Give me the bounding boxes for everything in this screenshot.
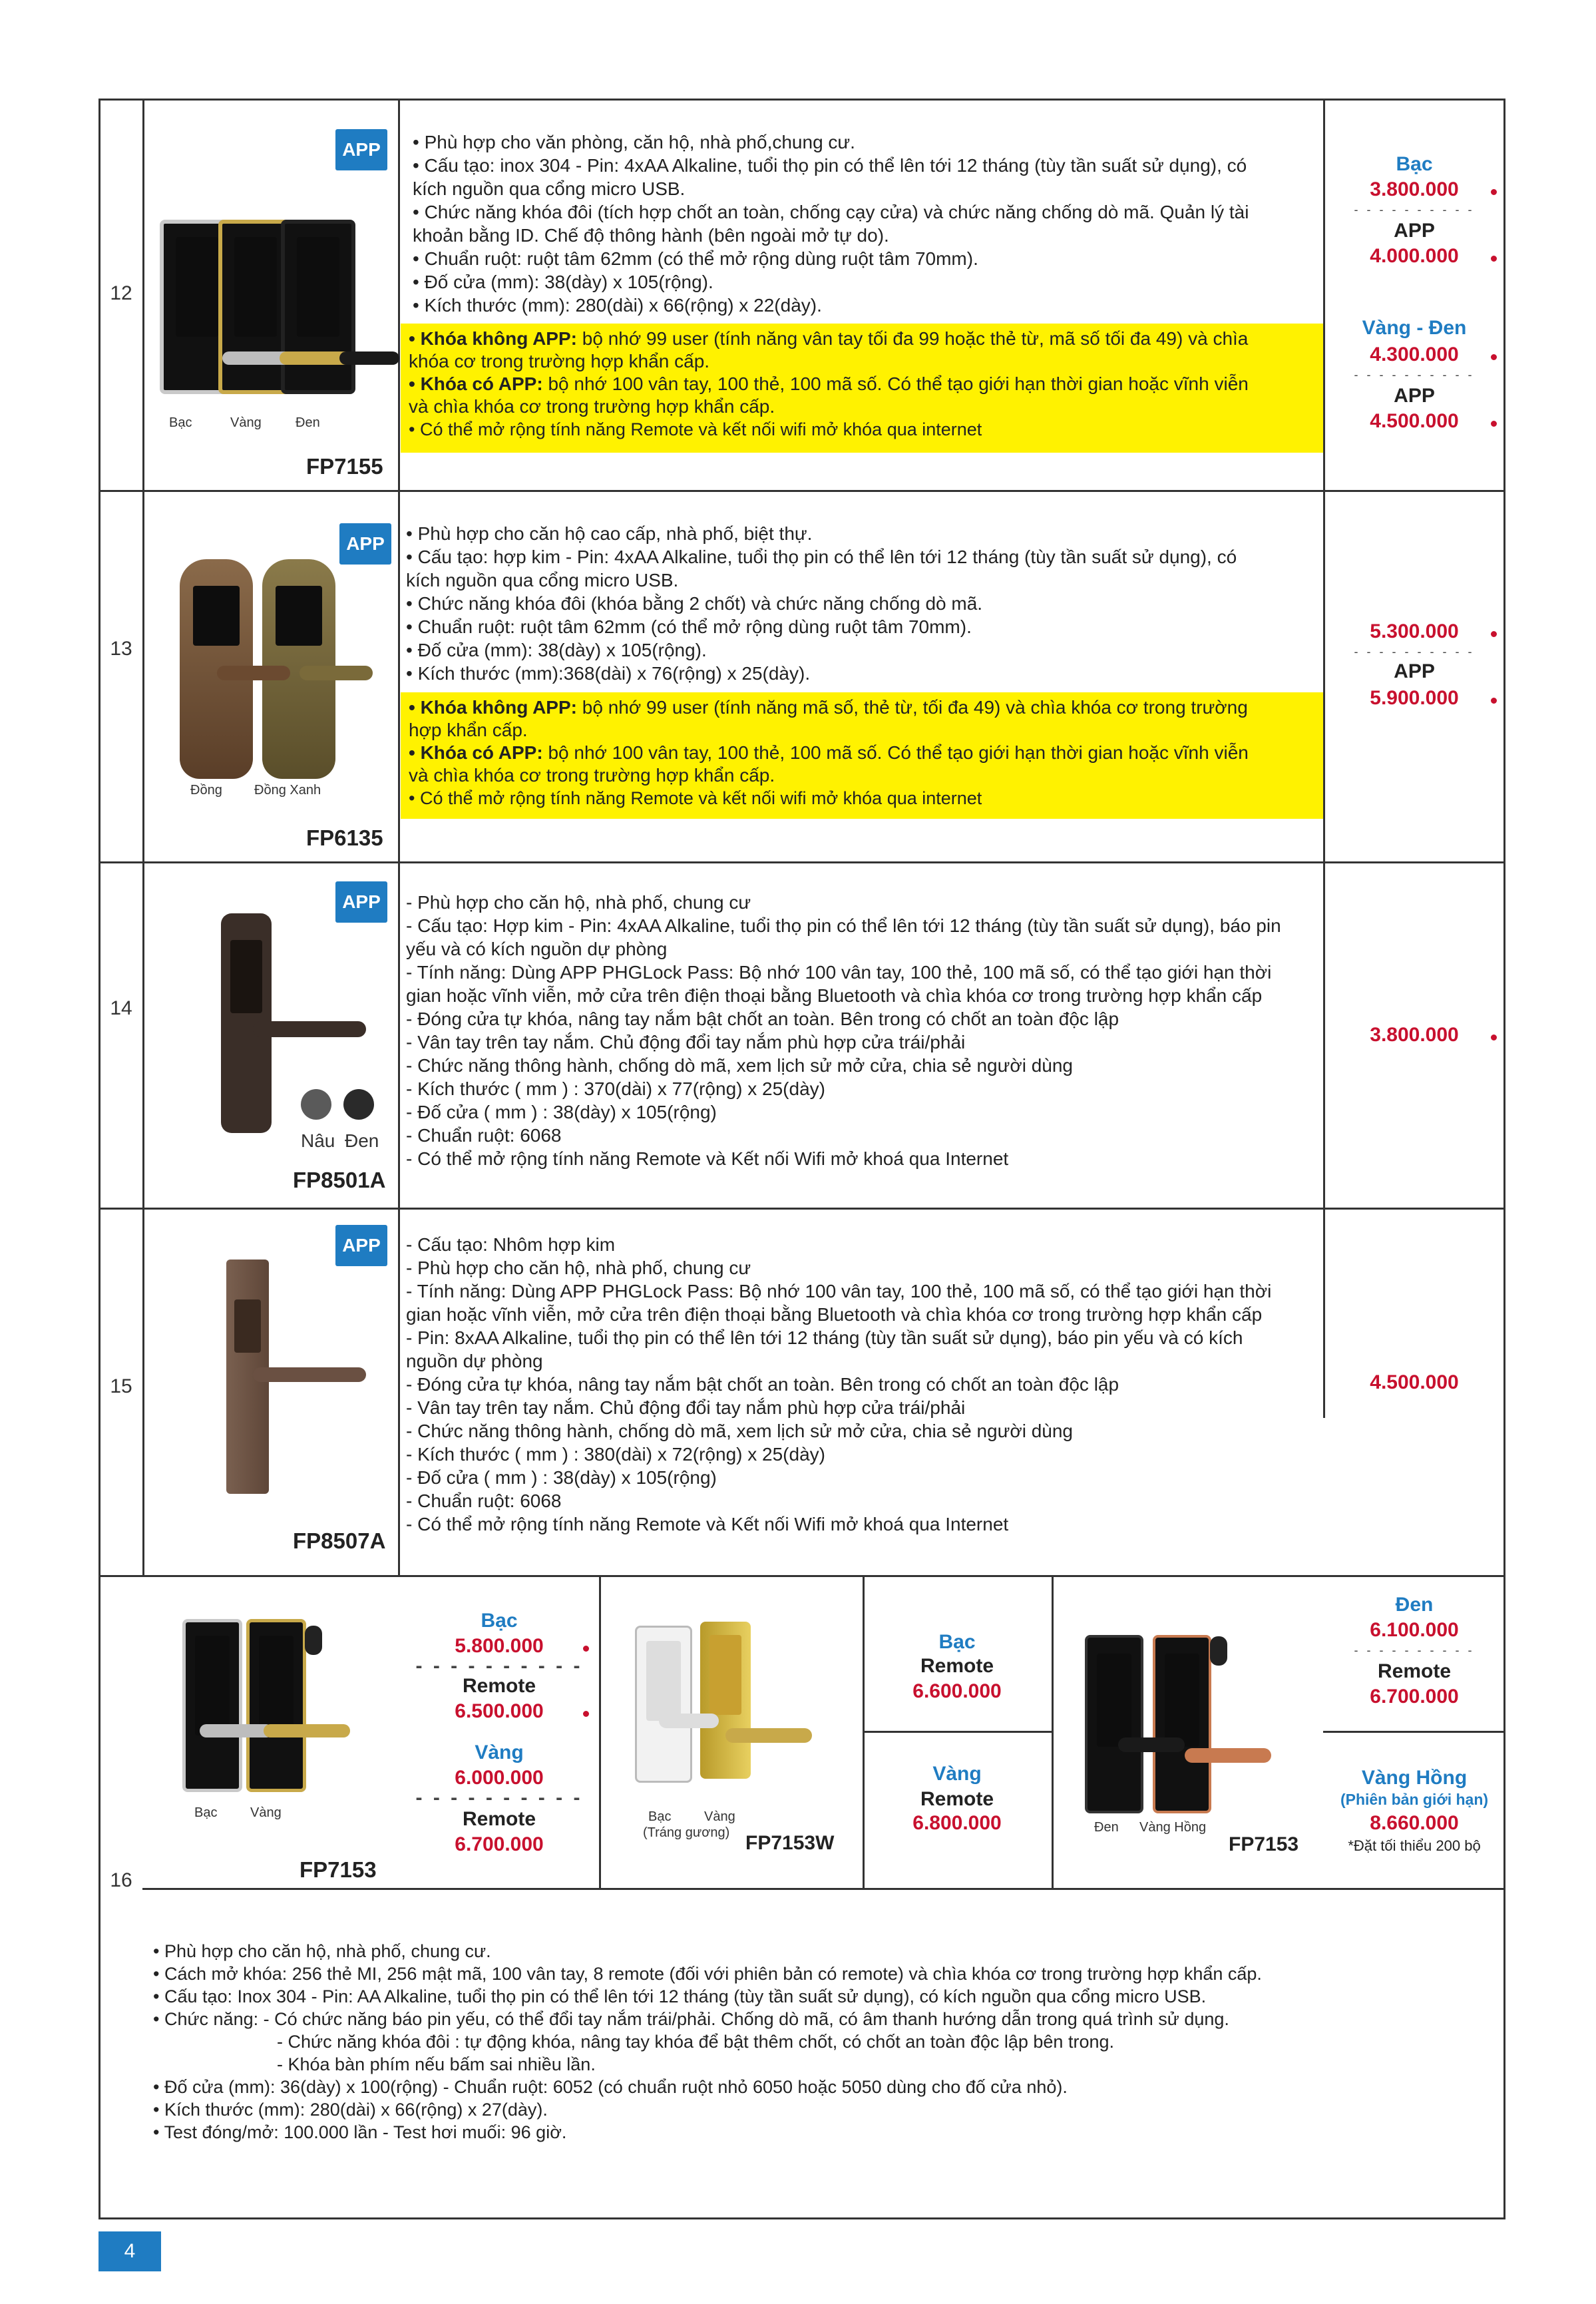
row-divider bbox=[99, 490, 1505, 492]
desc-line: - Khóa bàn phím nếu bấm sai nhiều lần. bbox=[277, 2054, 596, 2074]
row-number: 16 bbox=[110, 1869, 132, 1891]
desc-line: - Pin: 8xAA Alkaline, tuổi thọ pin có thể lên tới 12 tháng (tùy tần suất sử dụng), báo pin yếu và có kích bbox=[406, 1327, 1243, 1348]
desc-line: gian hoặc vĩnh viễn, mở cửa trên điện thoại bằng Bluetooth và chìa khóa cơ trong trường hợp khẩn cấp bbox=[406, 985, 1263, 1006]
color-label: Đồng Xanh bbox=[254, 783, 321, 798]
handle-gold bbox=[725, 1728, 812, 1743]
desc-line: • Cấu tạo: hợp kim - Pin: 4xAA Alkaline, tuổi thọ pin có thể lên tới 12 tháng (tùy tần suất sử dụng), có bbox=[406, 547, 1237, 567]
color-label: Vàng Hồng bbox=[1139, 1820, 1207, 1835]
desc-line: - Đóng cửa tự khóa, nâng tay nắm bật chốt an toàn. Bên trong có chốt an toàn độc lập bbox=[406, 1374, 1119, 1395]
color-label: Vàng bbox=[230, 415, 262, 430]
product-code: FP7153 bbox=[299, 1857, 377, 1882]
highlight-text: hợp khẩn cấp. bbox=[409, 720, 528, 740]
row-number: 15 bbox=[110, 1375, 132, 1397]
highlight-bold: • Khóa có APP: bbox=[409, 373, 543, 394]
row-number: 12 bbox=[110, 282, 132, 304]
highlight-text: bộ nhớ 100 vân tay, 100 thẻ, 100 mã số. Có thể tạo giới hạn thời gian hoặc vĩnh viễn bbox=[542, 742, 1249, 763]
app-badge: APP bbox=[335, 129, 387, 170]
swatch-black bbox=[343, 1089, 374, 1120]
sub-divider bbox=[1052, 1575, 1054, 1888]
desc-line: • Kích thước (mm): 280(dài) x 66(rộng) x 27(dày). bbox=[153, 2100, 548, 2120]
handle-rosegold bbox=[1185, 1748, 1271, 1763]
product-description bbox=[413, 130, 1318, 317]
desc-line: - Đố cửa ( mm ) : 38(dày) x 105(rộng) bbox=[406, 1102, 717, 1122]
row-number: 13 bbox=[110, 638, 132, 660]
product-code: FP8501A bbox=[293, 1168, 386, 1192]
bullet-dot bbox=[1491, 1035, 1497, 1040]
desc-line: • Chuẩn ruột: ruột tâm 62mm (có thể mở rộng dùng ruột tâm 70mm). bbox=[413, 248, 978, 269]
desc-line: - Vân tay trên tay nắm. Chủ động đổi tay nắm phù hợp cửa trái/phải bbox=[406, 1397, 966, 1418]
price-label: Vàng - Đen bbox=[1362, 317, 1467, 339]
app-label: APP bbox=[1394, 660, 1435, 682]
desc-line: • Test đóng/mở: 100.000 lần - Test hơi muối: 96 giờ. bbox=[153, 2122, 567, 2142]
desc-line: - Đóng cửa tự khóa, nâng tay nắm bật chốt an toàn. Bên trong có chốt an toàn độc lập bbox=[406, 1009, 1119, 1029]
highlight-bold: • Khóa không APP: bbox=[409, 328, 577, 349]
handle-bronze bbox=[253, 1367, 366, 1382]
color-label: Đen bbox=[1094, 1820, 1119, 1835]
bullet-dot bbox=[1491, 189, 1497, 195]
handle-silver bbox=[659, 1714, 719, 1728]
limited-edition-label: (Phiên bản giới hạn) bbox=[1340, 1791, 1489, 1808]
page-number: 4 bbox=[99, 2231, 161, 2271]
desc-line: khoản bằng ID. Chế độ thông hành (bên ngoài mở tự do). bbox=[413, 225, 889, 246]
price-value: 5.300.000 bbox=[1370, 620, 1459, 642]
desc-line: - Tính năng: Dùng APP PHGLock Pass: Bộ nhớ 100 vân tay, 100 thẻ, 100 mã số, có thể tạo giới hạn thời bbox=[406, 1281, 1272, 1301]
price-value: 6.600.000 bbox=[912, 1680, 1002, 1702]
remote-label: Remote bbox=[1377, 1660, 1452, 1682]
desc-line: - Có thể mở rộng tính năng Remote và Kết nối Wifi mở khoá qua Internet bbox=[406, 1514, 1009, 1534]
price-value: 3.800.000 bbox=[1370, 178, 1459, 200]
color-label: Vàng bbox=[704, 1809, 735, 1824]
desc-line: • Cách mở khóa: 256 thẻ MI, 256 mật mã, 100 vân tay, 8 remote (đối với phiên bản có remote) và chìa khóa cơ trong trường hợp khẩn cấp. bbox=[153, 1964, 1262, 1984]
desc-line: • Phù hợp cho văn phòng, căn hộ, nhà phố,chung cư. bbox=[413, 132, 855, 152]
highlight-line bbox=[401, 696, 1323, 719]
highlight-text: bộ nhớ 99 user (tính năng vân tay tối đa 99 hoặc thẻ từ, mã số tối đa 49) và chìa bbox=[576, 328, 1249, 349]
desc-line: • Phù hợp cho căn hộ cao cấp, nhà phố, biệt thự. bbox=[406, 523, 813, 544]
row-divider bbox=[99, 1208, 1505, 1210]
color-label: Đen bbox=[345, 1130, 379, 1151]
highlight-line: • Có thể mở rộng tính năng Remote và kết nối wifi mở khóa qua internet bbox=[409, 788, 982, 808]
highlight-line bbox=[401, 719, 1323, 742]
price-value: 5.800.000 bbox=[455, 1635, 544, 1657]
sub-divider bbox=[599, 1575, 601, 1888]
row-divider bbox=[99, 1575, 1505, 1577]
desc-line: • Chức năng khóa đôi (khóa bằng 2 chốt) và chức năng chống dò mã. bbox=[406, 593, 983, 614]
desc-line: - Kích thước ( mm ) : 380(dài) x 72(rộng) x 25(dày) bbox=[406, 1444, 825, 1465]
app-badge: APP bbox=[335, 1225, 387, 1266]
desc-line: - Kích thước ( mm ) : 370(dài) x 77(rộng) x 25(dày) bbox=[406, 1078, 825, 1099]
desc-line: - Phù hợp cho căn hộ, nhà phố, chung cư bbox=[406, 892, 751, 913]
price-separator: - - - - - - - - - - bbox=[1354, 1644, 1475, 1657]
bullet-dot bbox=[583, 1646, 589, 1652]
highlight-text: bộ nhớ 100 vân tay, 100 thẻ, 100 mã số. Có thể tạo giới hạn thời gian hoặc vĩnh viễn bbox=[542, 373, 1249, 394]
product-code: FP7155 bbox=[306, 454, 383, 479]
highlight-line bbox=[401, 742, 1323, 764]
price-separator: - - - - - - - - - - bbox=[415, 1787, 583, 1809]
desc-line: kích nguồn qua cổng micro USB. bbox=[413, 178, 686, 199]
price-value: 8.660.000 bbox=[1370, 1812, 1459, 1834]
desc-line: yếu và có kích nguồn dự phòng bbox=[406, 939, 668, 959]
color-label: Bạc bbox=[169, 415, 192, 430]
desc-line: • Đố cửa (mm): 38(dày) x 105(rộng). bbox=[413, 272, 713, 292]
highlight-text: và chìa khóa cơ trong trường hợp khẩn cấp. bbox=[409, 396, 775, 417]
highlight-text: và chìa khóa cơ trong trường hợp khẩn cấp. bbox=[409, 765, 775, 786]
remote-fob bbox=[1210, 1636, 1227, 1666]
app-label: APP bbox=[1394, 220, 1435, 242]
col-divider-price bbox=[1323, 99, 1325, 1418]
desc-line: • Đố cửa (mm): 36(dày) x 100(rộng) - Chuẩn ruột: 6052 (có chuẩn ruột nhỏ 6050 hoặc 5050 dùng cho đố cửa nhỏ). bbox=[153, 2077, 1068, 2097]
price-separator: - - - - - - - - - - bbox=[1354, 368, 1475, 381]
app-badge: APP bbox=[335, 881, 387, 923]
color-label: Đồng bbox=[190, 783, 222, 798]
desc-line: • Chuẩn ruột: ruột tâm 62mm (có thể mở rộng dùng ruột tâm 70mm). bbox=[406, 616, 972, 637]
lock-image-rosegold bbox=[1153, 1635, 1211, 1813]
lock-image-gold bbox=[246, 1619, 306, 1792]
product-code: FP7153 bbox=[1229, 1833, 1299, 1855]
bullet-dot bbox=[1491, 421, 1497, 427]
product-code: FP7153W bbox=[745, 1832, 835, 1854]
desc-line: - Chuẩn ruột: 6068 bbox=[406, 1125, 562, 1146]
highlight-line bbox=[401, 328, 1323, 350]
desc-line: - Chức năng thông hành, chống dò mã, xem lịch sử mở cửa, chia sẻ người dùng bbox=[406, 1421, 1073, 1441]
desc-line: • Kích thước (mm): 280(dài) x 66(rộng) x 22(dày). bbox=[413, 295, 822, 316]
color-label: Bạc bbox=[194, 1805, 218, 1820]
price-value: 3.800.000 bbox=[1370, 1024, 1459, 1046]
price-value: 6.100.000 bbox=[1370, 1619, 1459, 1641]
product-code: FP8507A bbox=[293, 1528, 386, 1553]
price-value: 6.800.000 bbox=[912, 1812, 1002, 1834]
remote-label: Remote bbox=[462, 1675, 536, 1697]
product-description bbox=[153, 1940, 1491, 2144]
highlight-line bbox=[401, 373, 1323, 395]
swatch-brown bbox=[301, 1089, 331, 1120]
product-code: FP6135 bbox=[306, 825, 383, 850]
desc-line: - Có thể mở rộng tính năng Remote và Kết nối Wifi mở khoá qua Internet bbox=[406, 1148, 1009, 1169]
price-label: Vàng bbox=[932, 1763, 982, 1785]
col-divider-img bbox=[398, 99, 400, 1576]
app-badge: APP bbox=[339, 523, 391, 565]
product-description bbox=[406, 1233, 1318, 1536]
price-label: Bạc bbox=[481, 1610, 518, 1632]
color-label: Bạc bbox=[648, 1809, 672, 1824]
highlight-line bbox=[401, 395, 1323, 418]
sub-divider bbox=[1323, 1731, 1505, 1733]
col-divider-num bbox=[142, 99, 144, 1576]
price-value: 6.700.000 bbox=[1370, 1686, 1459, 1708]
price-value: 6.000.000 bbox=[455, 1767, 544, 1789]
desc-line: • Chức năng khóa đôi (tích hợp chốt an toàn, chống cạy cửa) và chức năng chống dò mã. Quản lý tài bbox=[413, 202, 1249, 222]
handle-greenbronze bbox=[299, 666, 373, 680]
row-divider bbox=[142, 1888, 1505, 1890]
price-separator: - - - - - - - - - - bbox=[1354, 203, 1475, 216]
handle-silver bbox=[200, 1724, 273, 1737]
row-divider bbox=[99, 861, 1505, 863]
remote-label: Remote bbox=[920, 1655, 994, 1677]
lock-image-black bbox=[281, 220, 355, 394]
price-label: Vàng bbox=[475, 1741, 524, 1763]
remote-fob bbox=[305, 1626, 322, 1655]
bullet-dot bbox=[583, 1711, 589, 1717]
sub-divider bbox=[863, 1731, 1052, 1733]
product-description bbox=[406, 891, 1318, 1170]
price-value: 6.500.000 bbox=[455, 1700, 544, 1722]
handle-gold bbox=[264, 1724, 350, 1737]
price-value: 4.500.000 bbox=[1370, 410, 1459, 432]
price-value: 4.500.000 bbox=[1370, 1371, 1459, 1393]
color-label: Đen bbox=[296, 415, 320, 430]
desc-line: - Phù hợp cho căn hộ, nhà phố, chung cư bbox=[406, 1258, 751, 1278]
desc-line: • Cấu tạo: inox 304 - Pin: 4xAA Alkaline, tuổi thọ pin có thể lên tới 12 tháng (tùy tần suất sử dụng), có bbox=[413, 155, 1247, 176]
desc-line: - Chức năng thông hành, chống dò mã, xem lịch sử mở cửa, chia sẻ người dùng bbox=[406, 1055, 1073, 1076]
handle-bronze bbox=[217, 666, 290, 680]
desc-line: • Chức năng: - Có chức năng báo pin yếu, có thể đổi tay nắm trái/phải. Chống dò mã, có âm thanh hướng dẫn trong quá trình sử dụng. bbox=[153, 2009, 1229, 2029]
price-value: 5.900.000 bbox=[1370, 687, 1459, 709]
app-label: APP bbox=[1394, 385, 1435, 407]
bullet-dot bbox=[1491, 256, 1497, 262]
desc-line: - Đố cửa ( mm ) : 38(dày) x 105(rộng) bbox=[406, 1467, 717, 1488]
color-label: (Tráng gương) bbox=[643, 1825, 730, 1840]
price-label: Vàng Hồng bbox=[1361, 1767, 1468, 1789]
desc-line: nguồn dự phòng bbox=[406, 1351, 543, 1371]
bullet-dot bbox=[1491, 631, 1497, 637]
desc-line: • Đố cửa (mm): 38(dày) x 105(rộng). bbox=[406, 640, 707, 660]
price-separator: - - - - - - - - - - bbox=[415, 1655, 583, 1677]
handle-brown bbox=[253, 1021, 366, 1037]
highlight-line bbox=[401, 764, 1323, 787]
desc-line: - Cấu tạo: Hợp kim - Pin: 4xAA Alkaline, tuổi thọ pin có thể lên tới 12 tháng (tùy tần suất sử dụng), báo pin bbox=[406, 915, 1281, 936]
desc-line: kích nguồn qua cổng micro USB. bbox=[406, 570, 679, 590]
min-order-note: *Đặt tối thiểu 200 bộ bbox=[1348, 1837, 1481, 1854]
remote-label: Remote bbox=[920, 1788, 994, 1810]
handle-black bbox=[339, 351, 399, 365]
highlight-text: khóa cơ trong trường hợp khẩn cấp. bbox=[409, 351, 710, 371]
highlight-box bbox=[401, 692, 1323, 819]
highlight-box bbox=[401, 324, 1323, 453]
product-description bbox=[406, 522, 1318, 685]
desc-line: - Tính năng: Dùng APP PHGLock Pass: Bộ nhớ 100 vân tay, 100 thẻ, 100 mã số, có thể tạo giới hạn thời bbox=[406, 962, 1272, 983]
desc-line: • Kích thước (mm):368(dài) x 76(rộng) x 25(dày). bbox=[406, 663, 811, 684]
lock-image-silver bbox=[182, 1619, 242, 1792]
price-value: 6.700.000 bbox=[455, 1833, 544, 1855]
lock-image-gold-mirror bbox=[700, 1622, 751, 1779]
desc-line: gian hoặc vĩnh viễn, mở cửa trên điện thoại bằng Bluetooth và chìa khóa cơ trong trường hợp khẩn cấp bbox=[406, 1304, 1263, 1325]
desc-line: - Cấu tạo: Nhôm hợp kim bbox=[406, 1234, 616, 1255]
desc-line: • Cấu tạo: Inox 304 - Pin: AA Alkaline, tuổi thọ pin có thể lên tới 12 tháng (tùy tần suất sử dụng), có kích nguồn qua cổng micro USB. bbox=[153, 1986, 1207, 2006]
desc-line: - Vân tay trên tay nắm. Chủ động đổi tay nắm phù hợp cửa trái/phải bbox=[406, 1032, 966, 1052]
lock-image-black bbox=[1085, 1635, 1143, 1813]
color-label: Nâu bbox=[301, 1130, 335, 1151]
desc-line: • Phù hợp cho căn hộ, nhà phố, chung cư. bbox=[153, 1941, 491, 1961]
row-number: 14 bbox=[110, 997, 132, 1019]
lock-image-white bbox=[635, 1626, 692, 1783]
price-label: Bạc bbox=[1396, 153, 1433, 175]
bullet-dot bbox=[1491, 698, 1497, 704]
price-value: 4.300.000 bbox=[1370, 344, 1459, 365]
desc-line: - Chuẩn ruột: 6068 bbox=[406, 1491, 562, 1511]
bullet-dot bbox=[1491, 354, 1497, 360]
highlight-bold: • Khóa có APP: bbox=[409, 742, 543, 763]
highlight-line bbox=[401, 350, 1323, 373]
highlight-text: bộ nhớ 99 user (tính năng mã số, thẻ từ, tối đa 49) và chìa khóa cơ trong trường bbox=[576, 697, 1248, 718]
color-label: Vàng bbox=[250, 1805, 282, 1820]
handle-black bbox=[1118, 1737, 1185, 1752]
price-label: Bạc bbox=[938, 1631, 976, 1653]
price-separator: - - - - - - - - - - bbox=[1354, 645, 1475, 658]
remote-label: Remote bbox=[462, 1808, 536, 1830]
desc-line: - Chức năng khóa đôi : tự động khóa, nâng tay khóa để bật thêm chốt, có chốt an toàn độc lập bên trong. bbox=[277, 2032, 1114, 2052]
price-label: Đen bbox=[1395, 1594, 1434, 1616]
price-value: 4.000.000 bbox=[1370, 245, 1459, 267]
highlight-bold: • Khóa không APP: bbox=[409, 697, 577, 718]
highlight-line: • Có thể mở rộng tính năng Remote và kết nối wifi mở khóa qua internet bbox=[409, 419, 982, 439]
